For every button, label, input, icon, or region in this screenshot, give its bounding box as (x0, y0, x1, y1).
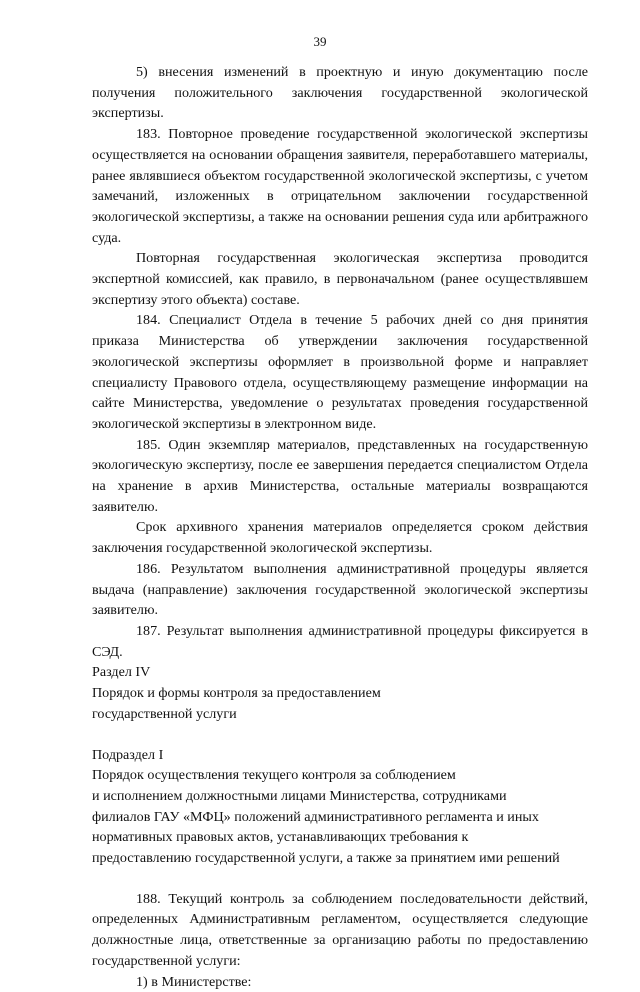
spacer (92, 869, 588, 889)
section-subtitle: Порядок и формы контроля за предоставлением государственной услуги (92, 685, 381, 722)
paragraph: 186. Результатом выполнения административной процедуры является выдача (направление) заключения государственной экологической экспертизы заявителю. (92, 560, 588, 619)
document-body (92, 62, 588, 992)
paragraph: 187. Результат выполнения административной процедуры фиксируется в СЭД. (92, 622, 588, 660)
subsection-title: Подраздел I (92, 746, 164, 763)
paragraph: Срок архивного хранения материалов определяется сроком действия заключения государственной экологической экспертизы. (92, 519, 588, 557)
paragraph: 5) внесения изменений в проектную и иную документацию после получения положительного заключения государственной экологической экспертизы. (92, 64, 588, 122)
spacer (92, 725, 588, 745)
paragraph: 185. Один экземпляр материалов, представленных на государственную экологическую экспертизу, после ее завершения передается специалистом Отдела на хранение в архив Министерства, остальные материалы возвращаются заявителю. (92, 436, 588, 515)
section-title: Раздел IV (92, 664, 151, 681)
page-number: 39 (313, 34, 327, 49)
paragraph: 184. Специалист Отдела в течение 5 рабочих дней со дня принятия приказа Министерства об утверждении заключения государственной экологической экспертизы оформляет в произвольной форме и направляет специалисту Правового отдела, осуществляющему размещение информации на сайте Министерства, уведомление о результатах проведения государственной экологической экспертизы в электронном виде. (92, 312, 588, 432)
subsection-subtitle: Порядок осуществления текущего контроля за соблюдением и исполнением должностными лицами Министерства, сотрудниками филиалов ГАУ «МФЦ» положений административного регламента и иных нормативных правовых актов, устанавливающих требования к предоставлению государственной услуги, а также за принятием ими решений (92, 767, 560, 867)
paragraph: 188. Текущий контроль за соблюдением последовательности действий, определенных Административным регламентом, осуществляется следующие должностные лица, ответственные за организацию работы по предоставлению государственной услуги: (92, 890, 588, 969)
paragraph: Повторная государственная экологическая экспертиза проводится экспертной комиссией, как правило, в первоначальном (ранее осуществлявшем экспертизу этого объекта) составе. (92, 250, 588, 308)
paragraph: 183. Повторное проведение государственной экологической экспертизы осуществляется на основании обращения заявителя, переработавшего материалы, ранее являвшиеся объектом государственной экологической экспертизы, с учетом замечаний, изложенных в отрицательном заключении государственной экологической экспертизы, а также на основании решения суда или арбитражного суда. (92, 126, 588, 246)
paragraph: 1) в Министерстве: (136, 973, 252, 990)
